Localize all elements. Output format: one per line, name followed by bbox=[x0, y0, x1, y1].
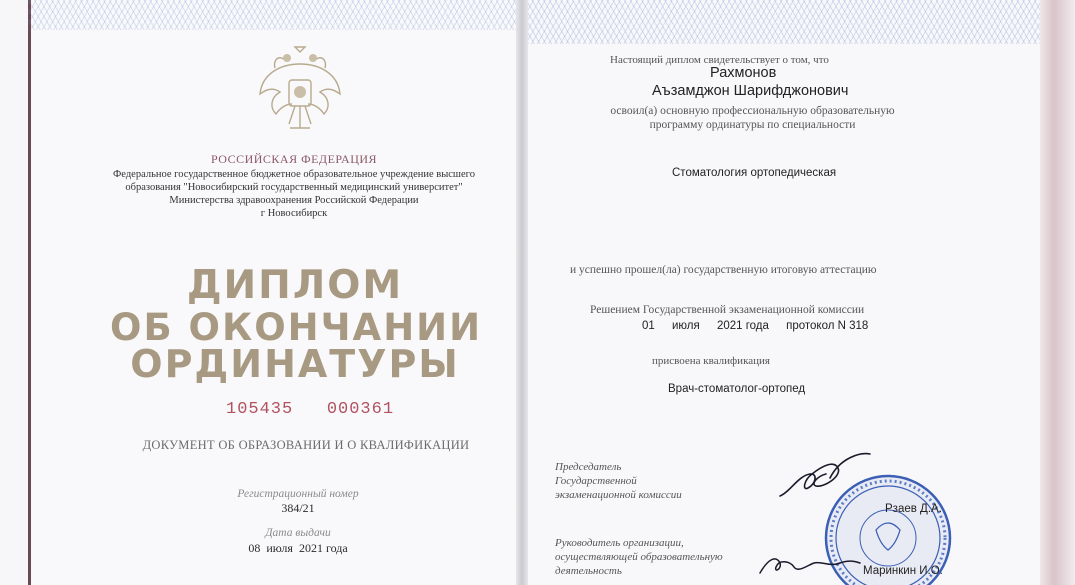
country-name: РОССИЙСКАЯ ФЕДЕРАЦИЯ bbox=[210, 152, 378, 166]
institution-line: Министерства здравоохранения Российской Федерации bbox=[169, 195, 419, 206]
attestation-text: и успешно прошел(ла) государственную итоговую аттестацию bbox=[570, 264, 877, 276]
decision-date bbox=[642, 320, 882, 332]
qualification: Врач-стоматолог-ортопед bbox=[668, 383, 806, 395]
guilloche-pattern-right bbox=[528, 0, 1040, 44]
head-name: Маринкин И.О. bbox=[863, 565, 943, 577]
diploma-title-line-3: ОРДИНАТУРЫ bbox=[130, 342, 460, 386]
issue-date-label: Дата выдачи bbox=[265, 527, 331, 539]
program-text bbox=[575, 104, 930, 132]
program-line: освоил(а) основную профессиональную образовательную bbox=[610, 105, 895, 117]
head-label: Руководитель организации, осуществляющей образовательную деятельность bbox=[555, 537, 723, 577]
specialty: Стоматология ортопедическая bbox=[672, 167, 837, 179]
russian-coat-of-arms-icon bbox=[255, 42, 345, 142]
chair-signature-icon bbox=[770, 448, 880, 518]
issue-date: 08 июля 2021 года bbox=[248, 541, 348, 555]
diploma-number: 105435 000361 bbox=[226, 400, 395, 419]
decision-day: 01 bbox=[642, 320, 655, 332]
document-type: ДОКУМЕНТ ОБ ОБРАЗОВАНИИ И О КВАЛИФИКАЦИИ bbox=[142, 438, 470, 452]
graduate-name: Аъзамджон Шарифджонович bbox=[652, 83, 849, 99]
head-signature-icon bbox=[752, 545, 872, 585]
decision-protocol: протокол N 318 bbox=[786, 320, 869, 332]
chair-name: Рзаев Д.А. bbox=[885, 503, 942, 515]
program-line: программу ординатуры по специальности bbox=[649, 119, 856, 131]
institution-line: г Новосибирск bbox=[260, 208, 328, 219]
guilloche-pattern-left bbox=[28, 0, 516, 30]
decision-month: июля bbox=[672, 320, 700, 332]
spine bbox=[516, 0, 528, 585]
institution-block bbox=[100, 168, 488, 220]
institution-line: образования "Новосибирский государственный медицинский университет" bbox=[125, 182, 463, 193]
institution-line: Федеральное государственное бюджетное образовательное учреждение высшего bbox=[113, 169, 475, 180]
qualification-label: присвоена квалификация bbox=[652, 355, 770, 367]
diploma-title-line-1: ДИПЛОМ bbox=[186, 263, 404, 308]
commission-decision: Решением Государственной экзаменационной комиссии bbox=[590, 304, 865, 316]
cover-edge bbox=[1040, 0, 1075, 585]
graduate-surname: Рахмонов bbox=[710, 65, 777, 81]
diploma-title-line-2: ОБ ОКОНЧАНИИ bbox=[110, 306, 483, 349]
registration-number: 384/21 bbox=[281, 501, 315, 515]
registration-label: Регистрационный номер bbox=[237, 488, 359, 500]
chair-label: Председатель Государственной экзаменационной комиссии bbox=[555, 461, 682, 501]
intro-text: Настоящий диплом свидетельствует о том, что bbox=[610, 54, 829, 66]
decision-year: 2021 года bbox=[716, 320, 769, 332]
